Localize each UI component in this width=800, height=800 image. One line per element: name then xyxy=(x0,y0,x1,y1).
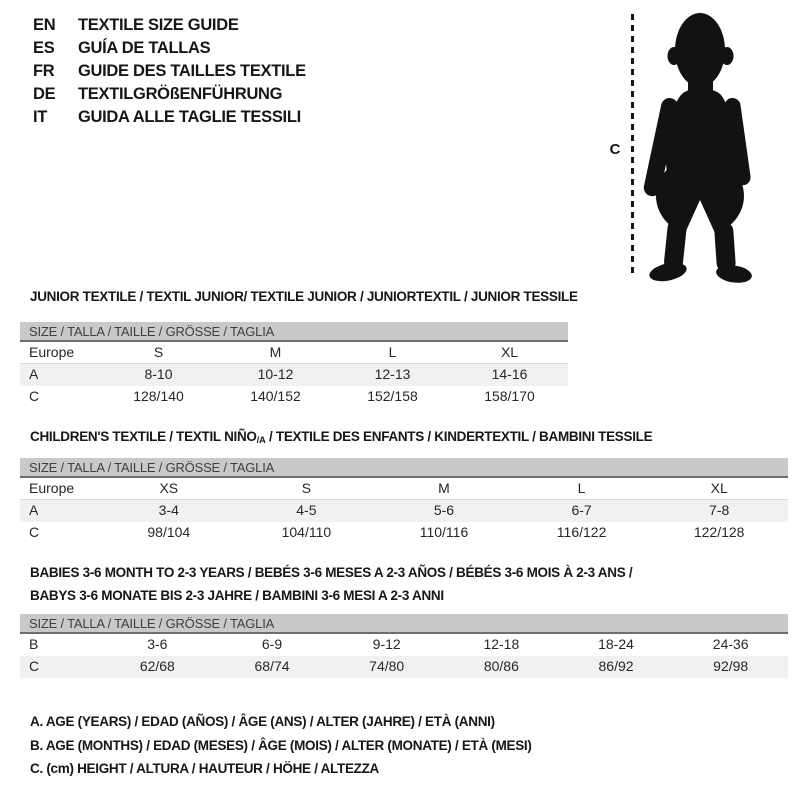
table-row-height xyxy=(20,656,788,678)
height-cell: 122/128 xyxy=(693,524,745,540)
legend-notes xyxy=(30,714,532,785)
age-cell: 3-6 xyxy=(147,636,168,652)
children-section-title xyxy=(30,429,652,446)
height-cell: 92/98 xyxy=(713,658,749,674)
age-cell: 9-12 xyxy=(372,636,401,652)
size-cell: M xyxy=(438,480,450,496)
age-cell: 6-7 xyxy=(571,502,592,518)
babies-size-table xyxy=(20,614,788,678)
height-cell: 74/80 xyxy=(369,658,405,674)
height-cell: 128/140 xyxy=(133,388,184,404)
age-cell: 4-5 xyxy=(296,502,317,518)
age-cell: 14-16 xyxy=(491,366,528,382)
age-cell: 3-4 xyxy=(158,502,179,518)
lang-row-de xyxy=(33,83,306,106)
row-label: B xyxy=(29,636,39,652)
height-cell: 110/116 xyxy=(419,524,469,540)
height-cell: 98/104 xyxy=(147,524,191,540)
lang-code: FR xyxy=(33,62,55,80)
lang-code: EN xyxy=(33,16,56,34)
age-cell: 10-12 xyxy=(257,366,294,382)
age-cell: 5-6 xyxy=(433,502,455,518)
table-row-age xyxy=(20,364,568,386)
size-cell: XL xyxy=(500,344,519,360)
height-cell: 158/170 xyxy=(484,388,535,404)
note-a: A. AGE (YEARS) / EDAD (AÑOS) / ÂGE (ANS) / ALTER (JAHRE) / ETÀ (ANNI) xyxy=(30,714,495,729)
children-size-table xyxy=(20,458,788,544)
row-label: Europe xyxy=(29,344,75,360)
lang-code: IT xyxy=(33,108,48,126)
babies-title-line2: BABYS 3-6 MONATE BIS 2-3 JAHRE / BAMBINI 3-6 MESI A 2-3 ANNI xyxy=(30,588,444,603)
age-cell: 7-8 xyxy=(709,502,730,518)
lang-row-en xyxy=(33,14,306,37)
lang-title: TEXTILGRÖßENFÜHRUNG xyxy=(78,85,283,103)
age-cell: 24-36 xyxy=(712,636,749,652)
row-label: A xyxy=(29,502,39,518)
table-row-height xyxy=(20,386,568,408)
row-label: C xyxy=(29,524,40,540)
toddler-silhouette-image xyxy=(638,6,766,284)
row-label: C xyxy=(29,658,40,674)
size-cell: S xyxy=(301,480,312,496)
children-title-pre: CHILDREN'S TEXTILE / TEXTIL NIÑO xyxy=(30,429,257,444)
age-cell: 12-13 xyxy=(374,366,411,382)
size-cell: L xyxy=(388,344,397,360)
height-cell: 152/158 xyxy=(367,388,418,404)
lang-code: ES xyxy=(33,39,55,57)
lang-title: TEXTILE SIZE GUIDE xyxy=(78,16,239,34)
note-c: C. (cm) HEIGHT / ALTURA / HAUTEUR / HÖHE / ALTEZZA xyxy=(30,761,379,776)
size-cell: XL xyxy=(710,480,728,496)
row-label: Europe xyxy=(29,480,75,496)
lang-code: DE xyxy=(33,85,56,103)
age-cell: 6-9 xyxy=(261,636,283,652)
size-cell: M xyxy=(269,344,282,360)
height-cell: 140/152 xyxy=(250,388,301,404)
size-header-bar: SIZE / TALLA / TAILLE / GRÖSSE / TAGLIA xyxy=(20,458,788,478)
children-title-post: / TEXTILE DES ENFANTS / KINDERTEXTIL / BAMBINI TESSILE xyxy=(265,429,653,444)
table-row-age-months xyxy=(20,634,788,656)
measure-label-c: C xyxy=(609,141,621,158)
table-row-europe xyxy=(20,478,788,500)
lang-title: GUÍA DE TALLAS xyxy=(78,39,211,57)
lang-row-it xyxy=(33,106,306,129)
lang-row-es xyxy=(33,37,306,60)
size-cell: XS xyxy=(159,480,179,496)
junior-section-title: JUNIOR TEXTILE / TEXTIL JUNIOR/ TEXTILE JUNIOR / JUNIORTEXTIL / JUNIOR TESSILE xyxy=(30,289,578,304)
size-cell: L xyxy=(577,480,586,496)
size-header-bar: SIZE / TALLA / TAILLE / GRÖSSE / TAGLIA xyxy=(20,614,788,634)
dashed-measure-line xyxy=(631,14,634,276)
table-row-europe xyxy=(20,342,568,364)
age-cell: 12-18 xyxy=(483,636,520,652)
lang-title: GUIDA ALLE TAGLIE TESSILI xyxy=(78,108,301,126)
table-row-height xyxy=(20,522,788,544)
height-cell: 62/68 xyxy=(139,658,175,674)
lang-row-fr xyxy=(33,60,306,83)
language-title-list xyxy=(33,14,306,129)
row-label: A xyxy=(29,366,39,382)
size-cell: S xyxy=(153,344,164,360)
babies-title-line1: BABIES 3-6 MONTH TO 2-3 YEARS / BEBÉS 3-6 MESES A 2-3 AÑOS / BÉBÉS 3-6 MOIS À 2-3 ANS / xyxy=(30,565,633,580)
children-title-sub: /A xyxy=(256,435,266,446)
height-cell: 68/74 xyxy=(254,658,290,674)
junior-size-table xyxy=(20,322,568,408)
table-row-age xyxy=(20,500,788,522)
lang-title: GUIDE DES TAILLES TEXTILE xyxy=(78,62,306,80)
height-cell: 80/86 xyxy=(483,658,519,674)
size-header-bar: SIZE / TALLA / TAILLE / GRÖSSE / TAGLIA xyxy=(20,322,568,342)
row-label: C xyxy=(29,388,40,404)
height-cell: 116/122 xyxy=(556,524,607,540)
height-cell: 86/92 xyxy=(598,658,634,674)
age-cell: 8-10 xyxy=(144,366,173,382)
height-cell: 104/110 xyxy=(281,524,332,540)
babies-section-title xyxy=(30,561,730,607)
note-b: B. AGE (MONTHS) / EDAD (MESES) / ÂGE (MOIS) / ALTER (MONATE) / ETÀ (MESI) xyxy=(30,737,532,753)
age-cell: 18-24 xyxy=(598,636,634,652)
